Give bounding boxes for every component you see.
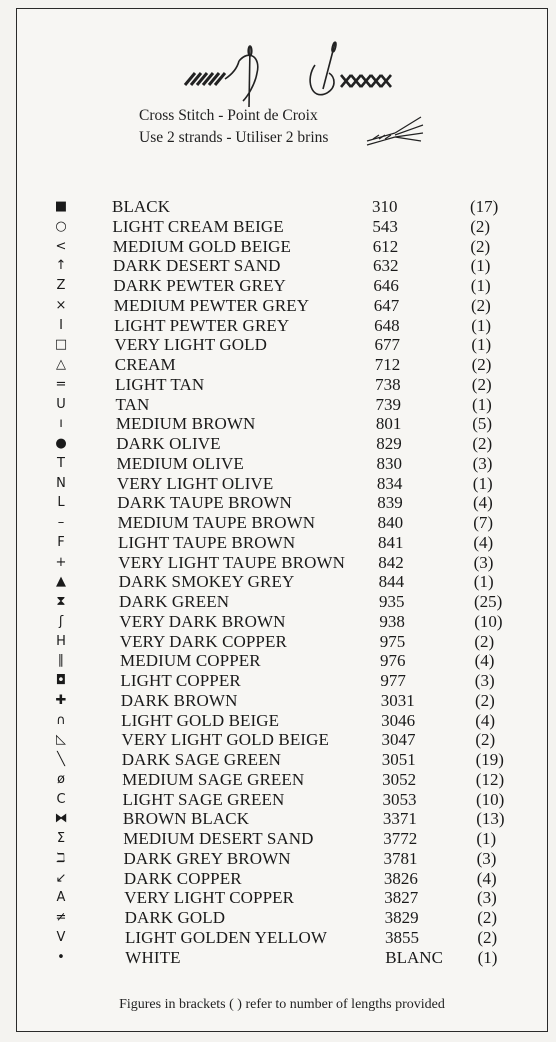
length-count: (2) (471, 295, 491, 315)
color-name: VERY LIGHT GOLD BEIGE (121, 730, 329, 750)
color-row (17, 296, 547, 316)
stitch-symbol-icon: ◺ (56, 732, 66, 748)
dmc-number: 840 (377, 513, 404, 532)
length-count: (10) (476, 789, 505, 809)
dmc-number: 975 (379, 631, 406, 651)
color-row (17, 197, 547, 217)
color-name: VERY DARK BROWN (119, 611, 286, 631)
dmc-number: 647 (373, 295, 400, 315)
dmc-number: 3051 (381, 750, 416, 769)
dmc-number: 977 (380, 671, 406, 690)
color-name: DARK TAUPE BROWN (117, 493, 292, 513)
dmc-number: 646 (373, 276, 399, 295)
color-name: LIGHT TAUPE BROWN (117, 532, 296, 552)
length-count: (4) (473, 532, 494, 552)
color-row (17, 612, 547, 632)
dmc-number: 830 (376, 453, 403, 473)
length-count: (1) (470, 276, 491, 295)
stitch-symbol-icon: ↙ (55, 870, 67, 886)
stitch-symbol-icon: F (57, 534, 65, 550)
color-row (17, 790, 547, 810)
color-row (17, 513, 547, 533)
length-count: (1) (476, 829, 497, 848)
color-name: DARK GOLD (124, 908, 226, 927)
color-name: LIGHT SAGE GREEN (122, 789, 285, 809)
dmc-number: 841 (377, 532, 404, 552)
dmc-number: 844 (378, 572, 405, 592)
color-row (17, 256, 547, 276)
length-count: (2) (471, 355, 492, 374)
color-row (17, 770, 547, 790)
stitch-symbol-icon: L (57, 495, 65, 511)
color-name: BROWN BLACK (122, 809, 250, 829)
dmc-number: 3772 (383, 829, 418, 848)
color-name: DARK COPPER (123, 868, 242, 888)
length-count: (2) (470, 236, 491, 256)
dmc-number: 739 (375, 394, 401, 414)
stitch-symbol-icon: • (57, 949, 65, 965)
half-stitch-needle-icon (185, 46, 258, 107)
color-name: VERY LIGHT GOLD (114, 335, 268, 355)
stitch-symbol-icon: H (56, 633, 66, 649)
dmc-number: 3031 (380, 690, 415, 710)
color-row (17, 730, 547, 750)
stitch-symbol-icon: ○ (55, 218, 67, 234)
dmc-number: 3046 (381, 710, 416, 730)
stitch-symbol-icon: ≠ (55, 910, 67, 925)
dmc-number: 632 (373, 256, 399, 276)
dmc-number: 834 (376, 473, 403, 493)
length-count: (3) (473, 552, 494, 572)
color-row (17, 651, 547, 671)
color-row (17, 434, 547, 454)
stitch-symbol-icon: U (56, 396, 66, 412)
color-row (17, 691, 547, 711)
dmc-number: 842 (378, 552, 404, 572)
length-count: (1) (472, 394, 492, 414)
color-name: LIGHT GOLDEN YELLOW (124, 927, 328, 947)
dmc-number: 801 (375, 414, 402, 434)
stitch-symbol-icon: I (59, 317, 63, 333)
length-count: (1) (477, 947, 498, 967)
stitch-symbol-icon: V (56, 929, 66, 945)
color-name: LIGHT PEWTER GREY (114, 315, 290, 335)
length-count: (3) (472, 453, 493, 473)
color-name: DARK SMOKEY GREY (118, 572, 295, 592)
color-name: MEDIUM TAUPE BROWN (117, 513, 316, 532)
dmc-number: 829 (376, 434, 402, 453)
color-name: MEDIUM BROWN (115, 414, 256, 434)
color-row (17, 888, 547, 908)
color-key-card (16, 8, 548, 1032)
color-name: LIGHT CREAM BEIGE (112, 216, 284, 236)
color-name: MEDIUM DESERT SAND (123, 829, 314, 848)
color-name: TAN (115, 394, 150, 414)
color-row (17, 493, 547, 513)
length-count: (1) (473, 572, 494, 592)
length-count: (25) (474, 592, 503, 611)
color-row (17, 869, 547, 889)
color-name: BLACK (112, 197, 171, 216)
color-row (17, 276, 547, 296)
color-row (17, 948, 547, 968)
length-count: (3) (474, 671, 495, 690)
stitch-symbol-icon: < (55, 238, 67, 254)
color-row (17, 335, 547, 355)
color-row (17, 237, 547, 257)
length-count: (1) (471, 335, 492, 355)
length-count: (2) (474, 631, 495, 651)
color-row (17, 671, 547, 691)
color-row (17, 592, 547, 612)
color-name: VERY LIGHT OLIVE (116, 473, 274, 493)
cross-stitch-needle-icon (310, 42, 391, 95)
color-row (17, 414, 547, 434)
color-row (17, 375, 547, 395)
length-count: (7) (473, 513, 494, 532)
stitch-symbol-icon: ℶ (56, 850, 66, 866)
color-name: MEDIUM PEWTER GREY (113, 295, 310, 315)
stitch-symbol-icon: ╲ (57, 752, 65, 767)
dmc-number: 3371 (382, 809, 417, 829)
stitch-symbol-icon: Z (56, 278, 66, 293)
color-row (17, 355, 547, 375)
color-name: MEDIUM GOLD BEIGE (112, 236, 291, 256)
dmc-number: 738 (375, 374, 401, 394)
stitch-symbol-icon: ✚ (55, 692, 67, 708)
length-count: (19) (475, 750, 504, 769)
color-name: DARK SAGE GREEN (121, 750, 282, 769)
stitch-symbol-icon: ■ (54, 199, 68, 214)
color-name: MEDIUM COPPER (120, 651, 261, 671)
color-row (17, 395, 547, 415)
color-row (17, 454, 547, 474)
dmc-number: 648 (374, 315, 400, 335)
length-count: (1) (471, 315, 492, 335)
stitch-symbol-icon: = (55, 376, 67, 392)
color-row (17, 316, 547, 336)
header-line-2: Use 2 strands - Utiliser 2 brins (139, 129, 329, 146)
length-count: (5) (472, 414, 493, 434)
stitch-symbol-icon: ʃ (58, 613, 64, 629)
dmc-number: 3827 (384, 888, 419, 908)
stitch-symbol-icon: C (56, 791, 66, 807)
dmc-number: 976 (380, 651, 406, 671)
stitch-symbol-icon: × (55, 297, 67, 313)
length-count: (4) (474, 651, 495, 671)
dmc-number: 3053 (382, 789, 417, 809)
length-count: (4) (475, 710, 496, 730)
stitch-symbol-icon: ▲ (56, 574, 66, 590)
length-count: (13) (476, 809, 505, 829)
two-strands-icon (365, 111, 425, 147)
stitch-symbol-icon: A (56, 890, 66, 906)
header-line-1: Cross Stitch - Point de Croix (139, 107, 318, 124)
dmc-number: 310 (372, 197, 398, 216)
dmc-number: 3047 (381, 730, 416, 750)
length-count: (3) (476, 848, 497, 868)
color-name: LIGHT COPPER (120, 671, 241, 690)
length-count: (2) (477, 908, 498, 927)
length-count: (2) (477, 927, 498, 947)
color-name: DARK OLIVE (116, 434, 221, 453)
length-count: (2) (475, 730, 496, 750)
color-name: VERY LIGHT COPPER (124, 888, 295, 908)
stitch-symbol-icon: △ (56, 357, 66, 372)
length-count: (17) (470, 197, 499, 216)
stitch-symbol-icon: ı (59, 416, 63, 432)
color-row (17, 632, 547, 652)
color-name: LIGHT TAN (115, 374, 205, 394)
footer-note: Figures in brackets ( ) refer to number of lengths provided (119, 997, 445, 1012)
color-row (17, 474, 547, 494)
color-name: MEDIUM OLIVE (116, 453, 244, 473)
color-row (17, 553, 547, 573)
stitch-symbol-icon: ● (55, 436, 67, 451)
stitch-symbol-icon: □ (54, 337, 68, 353)
stitch-symbol-icon: N (56, 475, 66, 491)
color-name: DARK GREEN (119, 592, 230, 611)
color-row (17, 217, 547, 237)
stitch-symbol-icon: ◘ (55, 673, 67, 688)
length-count: (2) (475, 690, 495, 710)
length-count: (10) (474, 611, 503, 631)
stitch-symbol-icon: ↑ (55, 258, 67, 274)
dmc-number: 543 (372, 216, 398, 236)
color-name: MEDIUM SAGE GREEN (122, 769, 305, 789)
stitch-symbol-icon: – (57, 515, 65, 530)
color-name: DARK PEWTER GREY (113, 276, 286, 295)
dmc-number: 712 (374, 355, 401, 374)
stitch-symbol-icon: T (57, 455, 65, 471)
dmc-number: 3829 (384, 908, 419, 927)
dmc-number: 677 (374, 335, 400, 355)
stitch-symbol-icon: Σ (56, 831, 66, 846)
dmc-number: 935 (379, 592, 405, 611)
color-row (17, 829, 547, 849)
length-count: (3) (477, 888, 497, 908)
color-row (17, 572, 547, 592)
length-count: (1) (472, 473, 493, 493)
color-row (17, 533, 547, 553)
dmc-number: BLANC (385, 947, 443, 967)
stitch-symbol-icon: ∩ (56, 712, 66, 728)
stitch-symbol-icon: ⧗ (56, 594, 66, 609)
length-count: (4) (476, 868, 497, 888)
stitch-symbol-icon: ⧓ (54, 811, 68, 827)
color-row (17, 928, 547, 948)
color-list (17, 197, 547, 967)
length-count: (2) (472, 434, 493, 453)
length-count: (12) (475, 769, 505, 789)
dmc-number: 612 (372, 236, 399, 256)
dmc-number: 3826 (383, 868, 418, 888)
color-name: VERY DARK COPPER (119, 631, 287, 651)
length-count: (2) (470, 216, 491, 236)
length-count: (2) (471, 374, 492, 394)
color-row (17, 849, 547, 869)
dmc-number: 3855 (384, 927, 419, 947)
color-row (17, 908, 547, 928)
color-name: CREAM (114, 355, 176, 374)
length-count: (4) (473, 493, 493, 513)
stitch-illustration (165, 27, 415, 113)
color-name: DARK GREY BROWN (123, 848, 291, 868)
color-name: WHITE (125, 947, 181, 967)
dmc-number: 938 (379, 611, 405, 631)
stitch-symbol-icon: + (55, 554, 67, 570)
stitch-symbol-icon: ∥ (57, 653, 65, 669)
length-count: (1) (470, 256, 491, 276)
color-name: LIGHT GOLD BEIGE (121, 710, 280, 730)
dmc-number: 3052 (382, 769, 417, 789)
color-name: DARK DESERT SAND (113, 256, 281, 276)
color-name: DARK BROWN (120, 690, 238, 710)
color-row (17, 750, 547, 770)
color-row (17, 711, 547, 731)
color-name: VERY LIGHT TAUPE BROWN (118, 552, 346, 572)
color-row (17, 809, 547, 829)
stitch-symbol-icon: ø (57, 771, 65, 787)
dmc-number: 3781 (383, 848, 418, 868)
dmc-number: 839 (377, 493, 403, 513)
